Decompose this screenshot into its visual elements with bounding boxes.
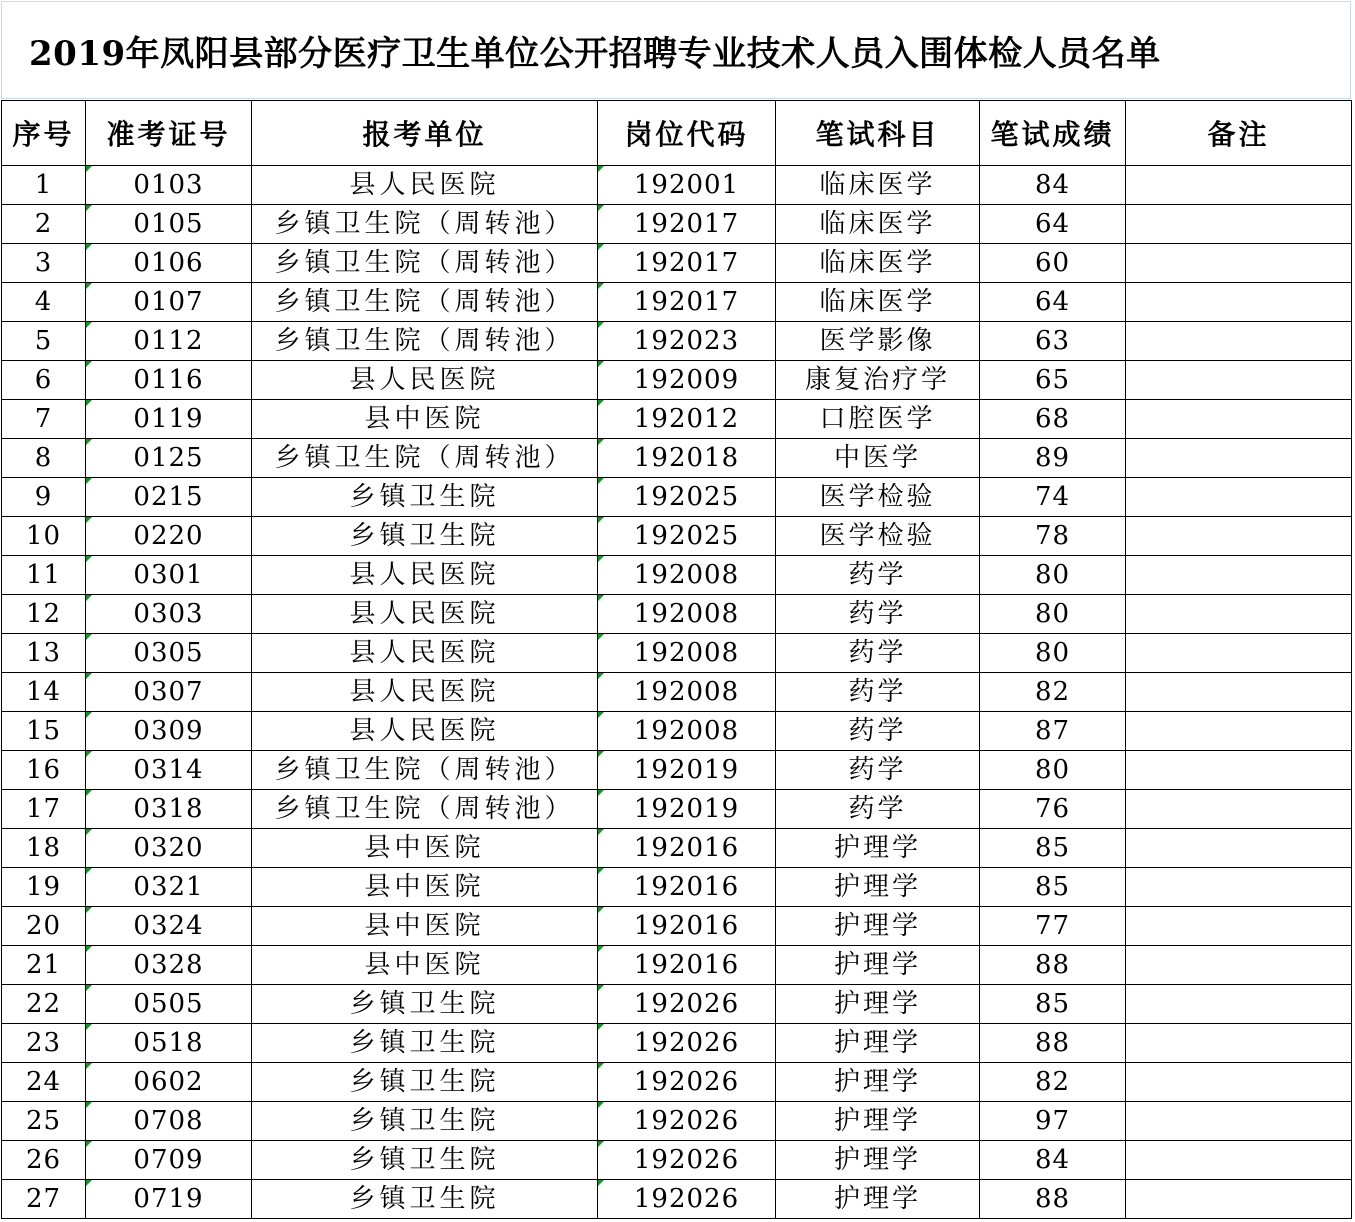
cell-subject: 护理学	[776, 907, 980, 946]
cell-unit: 乡镇卫生院（周转池）	[252, 244, 598, 283]
cell-serial-no: 3	[2, 244, 86, 283]
cell-serial-no: 9	[2, 478, 86, 517]
cell-post-code: 192008	[598, 673, 776, 712]
cell-score: 88	[980, 1024, 1126, 1063]
cell-score: 85	[980, 985, 1126, 1024]
cell-score: 82	[980, 1063, 1126, 1102]
cell-unit: 乡镇卫生院	[252, 1141, 598, 1180]
cell-score: 78	[980, 517, 1126, 556]
table-row	[2, 1063, 1352, 1102]
cell-exam-id: 0125	[86, 439, 252, 478]
table-row	[2, 1180, 1352, 1219]
cell-serial-no: 14	[2, 673, 86, 712]
cell-score: 80	[980, 751, 1126, 790]
cell-serial-no: 2	[2, 205, 86, 244]
cell-exam-id: 0307	[86, 673, 252, 712]
cell-subject: 护理学	[776, 1063, 980, 1102]
cell-exam-id: 0321	[86, 868, 252, 907]
cell-serial-no: 19	[2, 868, 86, 907]
table-row	[2, 1102, 1352, 1141]
cell-exam-id: 0709	[86, 1141, 252, 1180]
cell-subject: 护理学	[776, 829, 980, 868]
cell-unit: 乡镇卫生院（周转池）	[252, 205, 598, 244]
table-row	[2, 322, 1352, 361]
cell-note	[1126, 1141, 1352, 1180]
cell-score: 85	[980, 868, 1126, 907]
cell-note	[1126, 1024, 1352, 1063]
cell-subject: 药学	[776, 595, 980, 634]
cell-serial-no: 10	[2, 517, 86, 556]
cell-post-code: 192026	[598, 1102, 776, 1141]
cell-post-code: 192001	[598, 166, 776, 205]
cell-serial-no: 5	[2, 322, 86, 361]
cell-exam-id: 0314	[86, 751, 252, 790]
table-row	[2, 868, 1352, 907]
cell-exam-id: 0328	[86, 946, 252, 985]
cell-exam-id: 0602	[86, 1063, 252, 1102]
cell-post-code: 192023	[598, 322, 776, 361]
cell-exam-id: 0505	[86, 985, 252, 1024]
cell-post-code: 192008	[598, 595, 776, 634]
cell-score: 63	[980, 322, 1126, 361]
cell-serial-no: 22	[2, 985, 86, 1024]
cell-note	[1126, 244, 1352, 283]
cell-note	[1126, 712, 1352, 751]
table-row	[2, 673, 1352, 712]
cell-note	[1126, 517, 1352, 556]
cell-score: 64	[980, 205, 1126, 244]
cell-exam-id: 0301	[86, 556, 252, 595]
cell-exam-id: 0103	[86, 166, 252, 205]
cell-subject: 临床医学	[776, 205, 980, 244]
cell-post-code: 192026	[598, 1024, 776, 1063]
cell-subject: 药学	[776, 790, 980, 829]
cell-note	[1126, 361, 1352, 400]
column-header: 岗位代码	[598, 101, 776, 166]
table-row	[2, 634, 1352, 673]
cell-unit: 县中医院	[252, 829, 598, 868]
cell-note	[1126, 1180, 1352, 1219]
cell-subject: 药学	[776, 556, 980, 595]
cell-post-code: 192025	[598, 478, 776, 517]
cell-score: 68	[980, 400, 1126, 439]
cell-score: 97	[980, 1102, 1126, 1141]
cell-exam-id: 0105	[86, 205, 252, 244]
cell-note	[1126, 1102, 1352, 1141]
cell-serial-no: 17	[2, 790, 86, 829]
table-row	[2, 712, 1352, 751]
cell-unit: 县人民医院	[252, 361, 598, 400]
cell-subject: 护理学	[776, 985, 980, 1024]
cell-serial-no: 13	[2, 634, 86, 673]
cell-subject: 药学	[776, 751, 980, 790]
cell-note	[1126, 907, 1352, 946]
cell-unit: 县中医院	[252, 907, 598, 946]
cell-exam-id: 0119	[86, 400, 252, 439]
cell-post-code: 192026	[598, 1141, 776, 1180]
cell-post-code: 192016	[598, 946, 776, 985]
cell-post-code: 192026	[598, 1180, 776, 1219]
table-row	[2, 985, 1352, 1024]
column-header: 报考单位	[252, 101, 598, 166]
cell-exam-id: 0112	[86, 322, 252, 361]
column-header: 笔试科目	[776, 101, 980, 166]
cell-note	[1126, 322, 1352, 361]
cell-serial-no: 27	[2, 1180, 86, 1219]
cell-unit: 县中医院	[252, 946, 598, 985]
cell-exam-id: 0320	[86, 829, 252, 868]
cell-score: 88	[980, 946, 1126, 985]
cell-score: 80	[980, 634, 1126, 673]
cell-subject: 护理学	[776, 946, 980, 985]
cell-serial-no: 8	[2, 439, 86, 478]
cell-unit: 县人民医院	[252, 166, 598, 205]
cell-exam-id: 0303	[86, 595, 252, 634]
cell-score: 74	[980, 478, 1126, 517]
cell-post-code: 192026	[598, 1063, 776, 1102]
cell-score: 80	[980, 595, 1126, 634]
cell-post-code: 192019	[598, 751, 776, 790]
cell-post-code: 192012	[598, 400, 776, 439]
cell-post-code: 192019	[598, 790, 776, 829]
cell-score: 65	[980, 361, 1126, 400]
table-row	[2, 244, 1352, 283]
cell-exam-id: 0305	[86, 634, 252, 673]
cell-subject: 护理学	[776, 1141, 980, 1180]
cell-note	[1126, 673, 1352, 712]
cell-exam-id: 0518	[86, 1024, 252, 1063]
table-row	[2, 556, 1352, 595]
cell-serial-no: 21	[2, 946, 86, 985]
cell-score: 89	[980, 439, 1126, 478]
cell-serial-no: 1	[2, 166, 86, 205]
cell-subject: 药学	[776, 673, 980, 712]
table-row	[2, 595, 1352, 634]
cell-exam-id: 0220	[86, 517, 252, 556]
cell-serial-no: 24	[2, 1063, 86, 1102]
cell-subject: 医学检验	[776, 517, 980, 556]
cell-note	[1126, 1063, 1352, 1102]
cell-post-code: 192018	[598, 439, 776, 478]
column-header: 备注	[1126, 101, 1352, 166]
cell-exam-id: 0106	[86, 244, 252, 283]
cell-note	[1126, 946, 1352, 985]
cell-exam-id: 0309	[86, 712, 252, 751]
cell-unit: 县人民医院	[252, 712, 598, 751]
cell-exam-id: 0719	[86, 1180, 252, 1219]
cell-score: 84	[980, 1141, 1126, 1180]
cell-note	[1126, 790, 1352, 829]
cell-exam-id: 0324	[86, 907, 252, 946]
cell-unit: 乡镇卫生院	[252, 1102, 598, 1141]
cell-unit: 县人民医院	[252, 556, 598, 595]
cell-post-code: 192009	[598, 361, 776, 400]
cell-score: 82	[980, 673, 1126, 712]
table-row	[2, 517, 1352, 556]
cell-post-code: 192025	[598, 517, 776, 556]
cell-subject: 口腔医学	[776, 400, 980, 439]
cell-note	[1126, 829, 1352, 868]
cell-post-code: 192008	[598, 712, 776, 751]
cell-unit: 乡镇卫生院	[252, 517, 598, 556]
cell-post-code: 192017	[598, 205, 776, 244]
cell-note	[1126, 985, 1352, 1024]
cell-post-code: 192016	[598, 907, 776, 946]
cell-subject: 康复治疗学	[776, 361, 980, 400]
cell-note	[1126, 868, 1352, 907]
cell-subject: 临床医学	[776, 166, 980, 205]
cell-unit: 县人民医院	[252, 595, 598, 634]
cell-unit: 乡镇卫生院（周转池）	[252, 751, 598, 790]
cell-score: 88	[980, 1180, 1126, 1219]
cell-exam-id: 0318	[86, 790, 252, 829]
cell-serial-no: 20	[2, 907, 86, 946]
cell-score: 87	[980, 712, 1126, 751]
cell-score: 84	[980, 166, 1126, 205]
cell-score: 80	[980, 556, 1126, 595]
cell-post-code: 192026	[598, 985, 776, 1024]
cell-subject: 护理学	[776, 1102, 980, 1141]
cell-subject: 临床医学	[776, 283, 980, 322]
cell-unit: 乡镇卫生院（周转池）	[252, 283, 598, 322]
cell-exam-id: 0116	[86, 361, 252, 400]
cell-exam-id: 0215	[86, 478, 252, 517]
table-row	[2, 400, 1352, 439]
cell-subject: 护理学	[776, 868, 980, 907]
cell-serial-no: 4	[2, 283, 86, 322]
header-row	[2, 101, 1352, 166]
table-row	[2, 751, 1352, 790]
cell-serial-no: 26	[2, 1141, 86, 1180]
cell-note	[1126, 478, 1352, 517]
column-header: 序号	[2, 101, 86, 166]
cell-unit: 乡镇卫生院（周转池）	[252, 439, 598, 478]
cell-subject: 医学影像	[776, 322, 980, 361]
cell-note	[1126, 439, 1352, 478]
cell-post-code: 192017	[598, 244, 776, 283]
cell-serial-no: 16	[2, 751, 86, 790]
cell-serial-no: 6	[2, 361, 86, 400]
cell-note	[1126, 634, 1352, 673]
table-row	[2, 205, 1352, 244]
cell-note	[1126, 205, 1352, 244]
cell-serial-no: 23	[2, 1024, 86, 1063]
cell-post-code: 192008	[598, 634, 776, 673]
cell-serial-no: 18	[2, 829, 86, 868]
cell-note	[1126, 595, 1352, 634]
cell-note	[1126, 556, 1352, 595]
cell-subject: 临床医学	[776, 244, 980, 283]
candidate-table	[1, 100, 1352, 1219]
table-row	[2, 829, 1352, 868]
cell-serial-no: 11	[2, 556, 86, 595]
table-row	[2, 790, 1352, 829]
cell-score: 76	[980, 790, 1126, 829]
cell-score: 85	[980, 829, 1126, 868]
cell-unit: 乡镇卫生院	[252, 1024, 598, 1063]
column-header: 笔试成绩	[980, 101, 1126, 166]
cell-serial-no: 25	[2, 1102, 86, 1141]
cell-score: 77	[980, 907, 1126, 946]
table-row	[2, 907, 1352, 946]
page-title: 2019年凤阳县部分医疗卫生单位公开招聘专业技术人员入围体检人员名单	[29, 33, 1161, 74]
cell-post-code: 192017	[598, 283, 776, 322]
cell-exam-id: 0708	[86, 1102, 252, 1141]
table-row	[2, 478, 1352, 517]
table-row	[2, 1141, 1352, 1180]
table-row	[2, 361, 1352, 400]
table-row	[2, 946, 1352, 985]
cell-serial-no: 7	[2, 400, 86, 439]
cell-subject: 药学	[776, 634, 980, 673]
table-row	[2, 283, 1352, 322]
cell-serial-no: 15	[2, 712, 86, 751]
cell-unit: 县中医院	[252, 400, 598, 439]
cell-unit: 县中医院	[252, 868, 598, 907]
cell-post-code: 192016	[598, 868, 776, 907]
cell-unit: 县人民医院	[252, 634, 598, 673]
cell-unit: 乡镇卫生院（周转池）	[252, 322, 598, 361]
column-header: 准考证号	[86, 101, 252, 166]
cell-unit: 乡镇卫生院（周转池）	[252, 790, 598, 829]
cell-unit: 乡镇卫生院	[252, 1180, 598, 1219]
cell-unit: 乡镇卫生院	[252, 985, 598, 1024]
table-row	[2, 1024, 1352, 1063]
cell-note	[1126, 166, 1352, 205]
cell-subject: 护理学	[776, 1024, 980, 1063]
table-row	[2, 166, 1352, 205]
cell-score: 64	[980, 283, 1126, 322]
cell-subject: 中医学	[776, 439, 980, 478]
cell-post-code: 192016	[598, 829, 776, 868]
cell-score: 60	[980, 244, 1126, 283]
cell-subject: 药学	[776, 712, 980, 751]
cell-post-code: 192008	[598, 556, 776, 595]
cell-note	[1126, 751, 1352, 790]
cell-unit: 乡镇卫生院	[252, 1063, 598, 1102]
cell-subject: 护理学	[776, 1180, 980, 1219]
table-row	[2, 439, 1352, 478]
cell-note	[1126, 400, 1352, 439]
title-banner	[1, 1, 1351, 99]
cell-unit: 县人民医院	[252, 673, 598, 712]
cell-unit: 乡镇卫生院	[252, 478, 598, 517]
table-body	[2, 166, 1352, 1219]
cell-exam-id: 0107	[86, 283, 252, 322]
cell-note	[1126, 283, 1352, 322]
cell-serial-no: 12	[2, 595, 86, 634]
cell-subject: 医学检验	[776, 478, 980, 517]
